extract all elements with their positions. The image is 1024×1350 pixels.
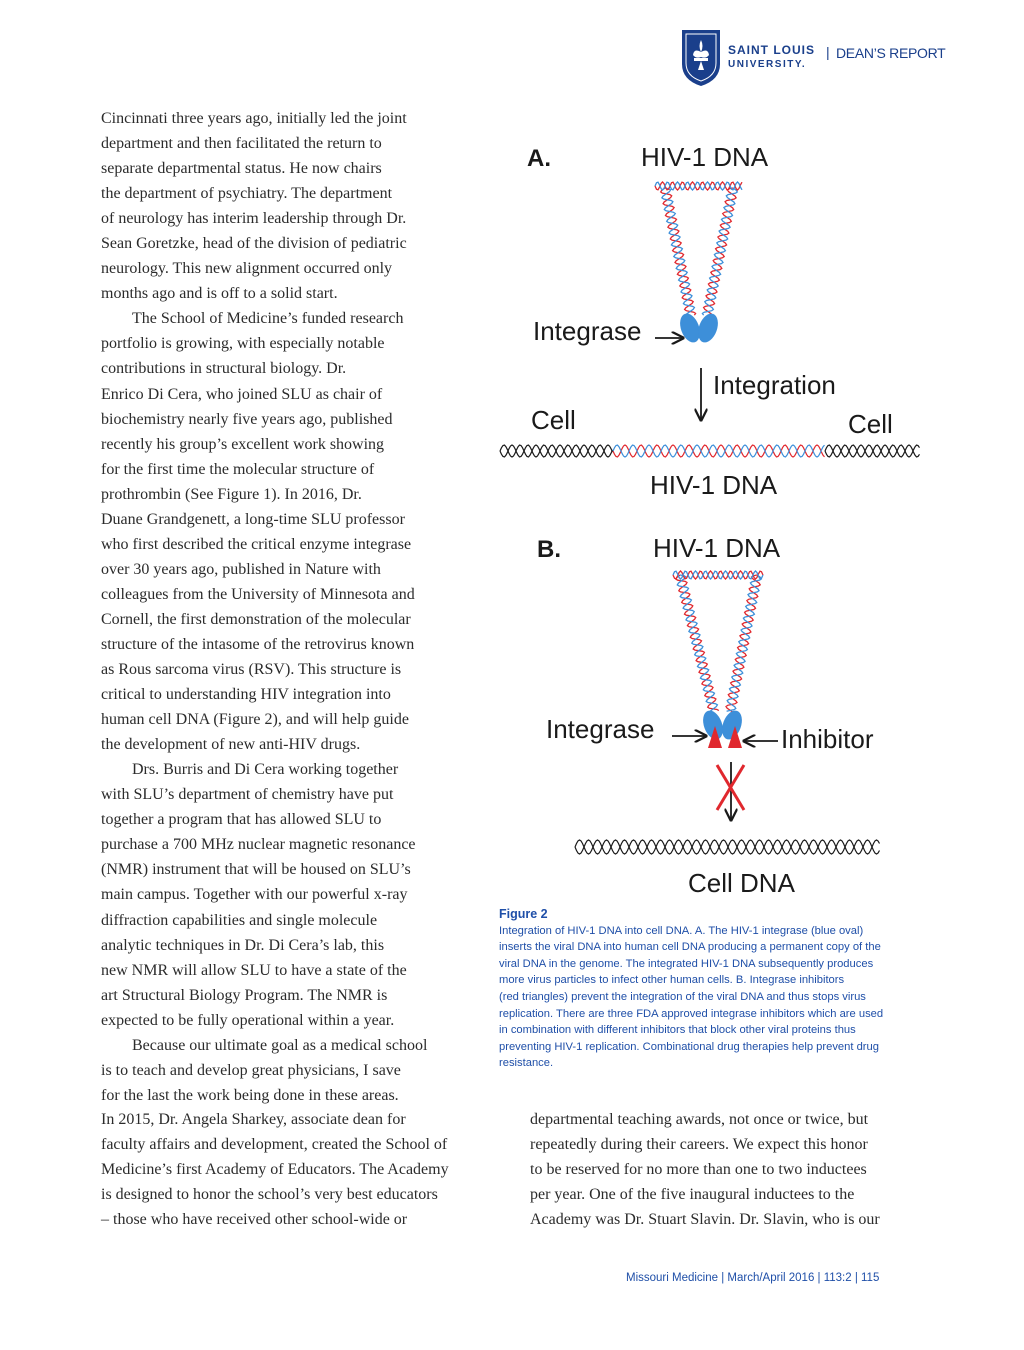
left-text-column [101,106,501,1108]
logo-line-2: UNIVERSITY. [728,59,807,70]
text-line: – those who have received other school-wide or [101,1211,408,1228]
integrase-blue-oval-icon [676,311,721,345]
text-line: (NMR) instrument that will be housed on SLU’s [101,861,411,879]
caption-line: in combination with different inhibitors that block other viral proteins thus [499,1024,856,1037]
paragraph-3 [101,757,501,1033]
panel-b-viral-dna-loop [673,571,763,713]
text-line: over 30 years ago, published in Nature with [101,560,381,578]
text-line: departmental teaching awards, not once or twice, but [530,1111,869,1128]
panel-a-bottom-label: HIV-1 DNA [650,470,778,500]
caption-line: preventing HIV-1 replication. Combinational drug therapies help prevent drug [499,1040,879,1053]
caption-line: Integration of HIV-1 DNA into cell DNA. A. The HIV-1 integrase (blue oval) [499,924,864,937]
text-line: contributions in structural biology. Dr. [101,360,347,378]
page-header [680,28,980,92]
text-line: human cell DNA (Figure 2), and will help guide [101,711,409,729]
text-line: separate departmental status. He now chairs [101,160,382,178]
university-wordmark [728,44,815,71]
caption-line: (red triangles) prevent the integration of the viral DNA and thus stops virus [499,990,866,1003]
text-line: per year. One of the five inaugural inductees to the [530,1186,855,1203]
text-line: Because our ultimate goal as a medical school [132,1036,428,1054]
text-line: the development of new anti-HIV drugs. [101,736,361,754]
text-line: art Structural Biology Program. The NMR is [101,986,388,1004]
text-line: recently his group’s excellent work showing [101,435,385,453]
text-line: In 2015, Dr. Angela Sharkey, associate dean for [101,1111,406,1128]
text-line: critical to understanding HIV integration into [101,686,391,704]
text-line: with SLU’s department of chemistry have put [101,786,394,804]
text-line: analytic techniques in Dr. Di Cera’s lab, this [101,936,385,954]
text-line: department and then facilitated the return to [101,135,382,153]
integrated-dna-helix [500,445,920,457]
header-separator: | [826,44,830,60]
panel-a-letter: A. [527,145,551,172]
text-line: purchase a 700 MHz nuclear magnetic resonance [101,836,416,854]
panel-a-title: HIV-1 DNA [641,142,769,172]
text-line: Cornell, the first demonstration of the molecular [101,610,411,628]
text-line: Duane Grandgenett, a long-time SLU professor [101,510,405,528]
text-line: Drs. Burris and Di Cera working together [132,761,399,779]
caption-line: replication. There are three FDA approved integrase inhibitors which are used [499,1007,884,1020]
text-line: for the last the work being done in these areas. [101,1086,399,1104]
text-line: neurology. This new alignment occurred only [101,260,393,278]
text-line: colleagues from the University of Minnesota and [101,585,415,603]
inhibitor-label: Inhibitor [781,724,874,754]
paragraph-1 [101,106,501,306]
text-line: Medicine’s first Academy of Educators. The Academy [101,1161,449,1178]
cell-right-label: Cell [848,409,893,439]
text-line: is designed to honor the school’s very best educators [101,1186,438,1203]
text-line: Sean Goretzke, head of the division of pediatric [101,235,407,253]
text-line: biochemistry nearly five years ago, published [101,410,393,428]
text-line: repeatedly during their careers. We expect this honor [530,1136,868,1153]
panel-a-viral-dna-loop [655,182,742,317]
panel-b-bottom-label: Cell DNA [688,868,795,898]
caption-line: more virus particles to infect other human cells. B. Integrase inhibitors [499,974,845,987]
panel-b-letter: B. [537,536,561,563]
bottom-left-text-column [101,1107,501,1232]
text-line: for the first time the molecular structure of [101,460,375,478]
logo-line-1: SAINT LOUIS [728,43,816,57]
page-footer: Missouri Medicine | March/April 2016 | 113:2 | 115 [626,1272,880,1284]
caption-line: inserts the viral DNA into human cell DNA producing a permanent copy of the [499,941,881,954]
text-line: the department of psychiatry. The department [101,185,393,203]
panel-b-integrase-label: Integrase [546,714,655,744]
text-line: new NMR will allow SLU to have a state of the [101,961,407,979]
text-line: The School of Medicine’s funded research [132,310,404,328]
text-line: is to teach and develop great physicians, I save [101,1061,401,1079]
text-line: portfolio is growing, with especially notable [101,335,385,353]
paragraph-2 [101,306,501,757]
text-line: who first described the critical enzyme integrase [101,535,412,553]
panel-b-title: HIV-1 DNA [653,533,781,563]
text-line: main campus. Together with our powerful x-ray [101,886,408,904]
report-title: DEAN’S REPORT [836,45,946,61]
caption-line: viral DNA in the genome. The integrated HIV-1 DNA subsequently produces [499,957,874,970]
caption-title: Figure 2 [499,907,548,921]
integration-label: Integration [713,370,836,400]
paragraph-4 [101,1033,501,1108]
text-line: structure of the intasome of the retrovirus known [101,635,415,653]
bottom-right-text-column [530,1107,930,1232]
text-line: diffraction capabilities and single molecule [101,911,378,929]
text-line: Cincinnati three years ago, initially led the joint [101,110,407,127]
text-line: of neurology has interim leadership through Dr. [101,210,407,228]
figure-caption [499,906,939,1072]
text-line: Academy was Dr. Stuart Slavin. Dr. Slavin, who is our [530,1211,880,1228]
text-line: Enrico Di Cera, who joined SLU as chair of [101,385,383,403]
cell-left-label: Cell [531,405,576,435]
text-line: prothrombin (See Figure 1). In 2016, Dr. [101,485,362,503]
text-line: expected to be fully operational within a year. [101,1011,395,1029]
text-line: as Rous sarcoma virus (RSV). This structure is [101,661,402,679]
text-line: to be reserved for no more than one to two inductees [530,1161,867,1178]
panel-a-integrase-label: Integrase [533,316,642,346]
integrase-with-inhibitor-icon [699,708,745,748]
caption-line: resistance. [499,1057,554,1070]
text-line: faculty affairs and development, created the School of [101,1136,448,1153]
text-line: together a program that has allowed SLU to [101,811,382,829]
figure-2-diagram [495,120,945,905]
cell-dna-helix [575,840,880,854]
text-line: months ago and is off to a solid start. [101,285,338,303]
university-shield-logo [680,28,722,88]
hiv-integration-diagram [495,120,945,905]
